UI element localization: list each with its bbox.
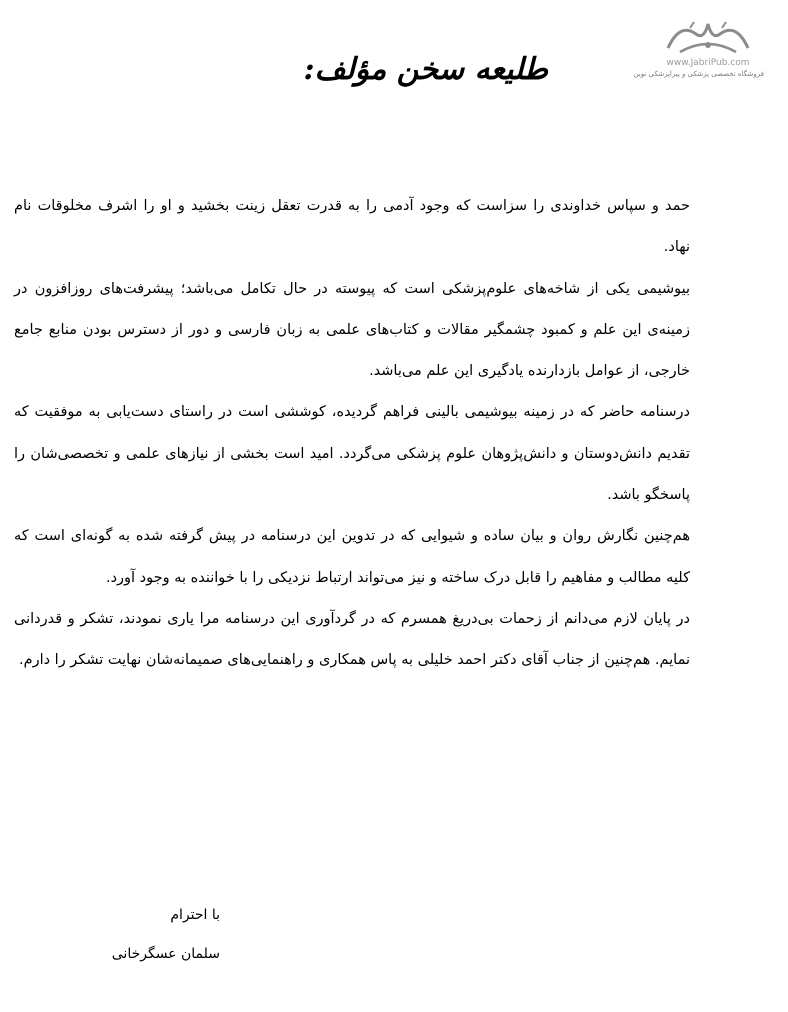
paragraph-praise: حمد و سپاس خداوندی را سزاست که وجود آدمی را به قدرت تعقل زینت بخشید و او را اشرف مخلوقات نام نهاد.: [14, 198, 690, 256]
signature-block: [96, 896, 220, 974]
publisher-logo-icon: [660, 14, 756, 60]
signature-closing: با احترام: [170, 907, 220, 923]
publisher-watermark: [633, 14, 764, 78]
publisher-url: www.JabriPub.com: [666, 58, 750, 68]
signature-author: سلمان عسگرخانی: [111, 946, 220, 962]
page-title: طلیعه سخن مؤلف:: [303, 52, 548, 87]
paragraph-purpose: درسنامه حاضر که در زمینه بیوشیمی بالینی فراهم گردیده، کوششی است در راستای دست‌یابی به موفقیت که تقدیم دانش‌دوستان و دانش‌پژوهان علوم پزشکی می‌گردد. امید است بخشی از نیازهای علمی و تخصصی‌شان را پاسخگو باشد.: [14, 404, 690, 504]
paragraph-style: هم‌چنین نگارش روان و بیان ساده و شیوایی که در تدوین این درسنامه در پیش گرفته شده به گونه‌ای است که کلیه مطالب و مفاهیم را قابل درک ساخته و نیز می‌تواند ارتباط نزدیکی را با خواننده به وجود آورد.: [14, 528, 690, 586]
paragraph-thanks: در پایان لازم می‌دانم از زحمات بی‌دریغ همسرم که در گردآوری این درسنامه مرا یاری نمودند، تشکر و قدردانی نمایم. هم‌چنین از جناب آقای دکتر احمد خلیلی به پاس همکاری و راهنمایی‌های صمیمانه‌شان نهایت تشکر را دارم.: [14, 610, 690, 669]
preface-body: [14, 186, 690, 682]
paragraph-biochemistry: بیوشیمی یکی از شاخه‌های علوم‌پزشکی است که پیوسته در حال تکامل می‌باشد؛ پیشرفت‌های روزافزون در زمینه‌ی این علم و کمبود چشمگیر مقالات و کتاب‌های علمی به زبان فارسی و دور از دسترس بودن منابع جامع خارجی، از عوامل بازدارنده یادگیری این علم می‌باشد.: [14, 280, 690, 380]
publisher-store-name: فروشگاه تخصصی پزشکی و پیراپزشکی نوین: [633, 70, 764, 78]
